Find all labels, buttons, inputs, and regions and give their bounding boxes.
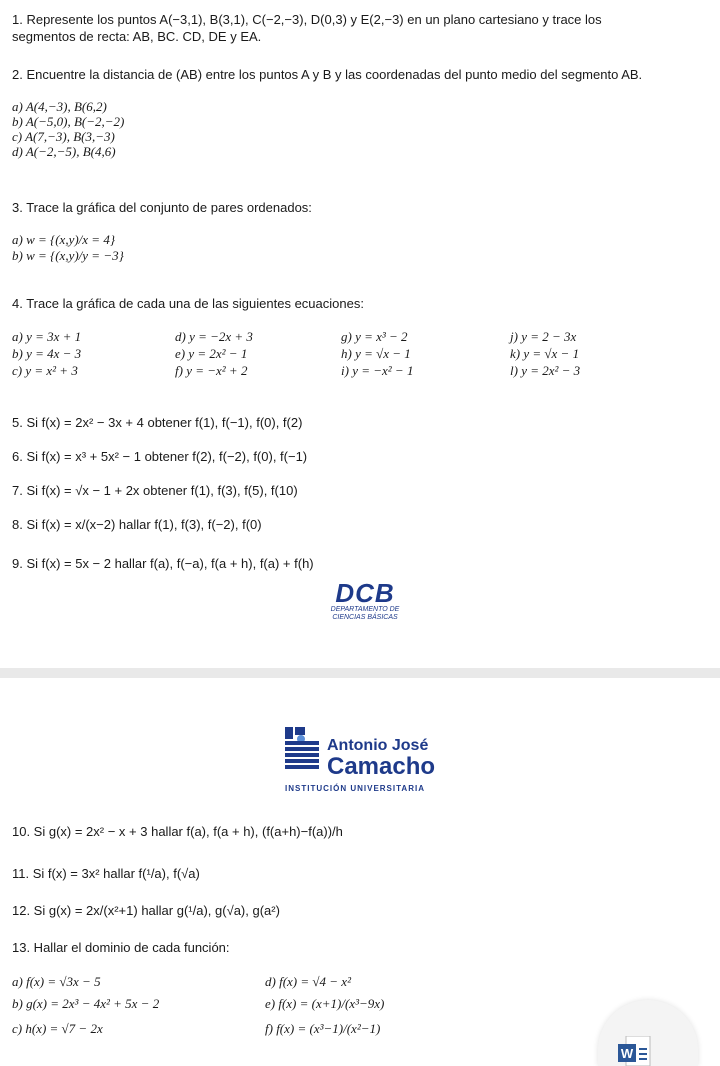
dcb-logo: [320, 580, 410, 622]
exercise-13a: a) f(x) = √3x − 5: [12, 974, 101, 989]
exercise-4: 4. Trace la gráfica de cada una de las siguientes ecuaciones:: [12, 296, 364, 311]
university-name-line1: Antonio José: [327, 737, 429, 754]
exercise-3a: a) w = {(x,y)/x = 4}: [12, 232, 116, 247]
dcb-logo-sub1: DEPARTAMENTO DE: [330, 606, 400, 613]
exercise-7: 7. Si f(x) = √x − 1 + 2x obtener f(1), f(3), f(5), f(10): [12, 483, 298, 498]
exercise-4c: c) y = x² + 3: [12, 363, 78, 378]
dcb-logo-sub2: CIENCIAS BÁSICAS: [332, 614, 398, 621]
exercise-4b: b) y = 4x − 3: [12, 346, 82, 361]
exercise-4e: e) y = 2x² − 1: [175, 346, 248, 361]
dcb-logo-text: DCB: [335, 578, 395, 608]
exercise-12: 12. Si g(x) = 2x/(x²+1) hallar g(¹/a), g(√a), g(a²): [12, 903, 280, 918]
exercise-4g: g) y = x³ − 2: [341, 329, 408, 344]
exercise-2d: d) A(−2,−5), B(4,6): [12, 144, 116, 159]
exercise-3b: b) w = {(x,y)/y = −3}: [12, 248, 124, 263]
exercise-11: 11. Si f(x) = 3x² hallar f(¹/a), f(√a): [12, 866, 200, 881]
exercise-2a: a) A(4,−3), B(6,2): [12, 99, 107, 114]
exercise-8: 8. Si f(x) = x/(x−2) hallar f(1), f(3), f(−2), f(0): [12, 517, 262, 532]
exercise-10: 10. Si g(x) = 2x² − x + 3 hallar f(a), f(a + h), (f(a+h)−f(a))/h: [12, 824, 343, 839]
exercise-4d: d) y = −2x + 3: [175, 329, 253, 344]
exercise-4h: h) y = √x − 1: [341, 346, 411, 361]
exercise-4k: k) y = √x − 1: [510, 346, 580, 361]
word-icon: [618, 1036, 658, 1066]
exercise-13f: f) f(x) = (x³−1)/(x²−1): [265, 1021, 381, 1036]
exercise-5: 5. Si f(x) = 2x² − 3x + 4 obtener f(1), f(−1), f(0), f(2): [12, 415, 303, 430]
svg-text:W: W: [620, 1046, 634, 1061]
exercise-13e: e) f(x) = (x+1)/(x³−9x): [265, 996, 385, 1011]
exercise-4l: l) y = 2x² − 3: [510, 363, 581, 378]
exercise-1: 1. Represente los puntos A(−3,1), B(3,1), C(−2,−3), D(0,3) y E(2,−3) en un plano cartesiano y trace los: [12, 12, 602, 27]
exercise-13c: c) h(x) = √7 − 2x: [12, 1021, 103, 1036]
exercise-9: 9. Si f(x) = 5x − 2 hallar f(a), f(−a), f(a + h), f(a) + f(h): [12, 556, 314, 571]
exercise-2b: b) A(−5,0), B(−2,−2): [12, 114, 125, 129]
exercise-4i: i) y = −x² − 1: [341, 363, 414, 378]
exercise-2c: c) A(7,−3), B(3,−3): [12, 129, 115, 144]
university-logo: [285, 727, 445, 792]
exercise-2: 2. Encuentre la distancia de (AB) entre los puntos A y B y las coordenadas del punto medio del segmento AB.: [12, 67, 643, 82]
exercise-4a: a) y = 3x + 1: [12, 329, 82, 344]
page-separator: [0, 668, 720, 678]
exercise-4f: f) y = −x² + 2: [175, 363, 248, 378]
university-name-line2: Camacho: [327, 753, 436, 780]
exercise-13b: b) g(x) = 2x³ − 4x² + 5x − 2: [12, 996, 160, 1011]
exercise-13: 13. Hallar el dominio de cada función:: [12, 940, 230, 955]
university-subtitle: INSTITUCIÓN UNIVERSITARIA: [285, 784, 425, 793]
exercise-13d: d) f(x) = √4 − x²: [265, 974, 351, 989]
exercise-3: 3. Trace la gráfica del conjunto de pares ordenados:: [12, 200, 312, 215]
university-emblem-icon: [285, 727, 319, 772]
exercise-6: 6. Si f(x) = x³ + 5x² − 1 obtener f(2), f(−2), f(0), f(−1): [12, 449, 308, 464]
exercise-4j: j) y = 2 − 3x: [510, 329, 577, 344]
exercise-1-cont: segmentos de recta: AB, BC. CD, DE y EA.: [12, 29, 262, 44]
